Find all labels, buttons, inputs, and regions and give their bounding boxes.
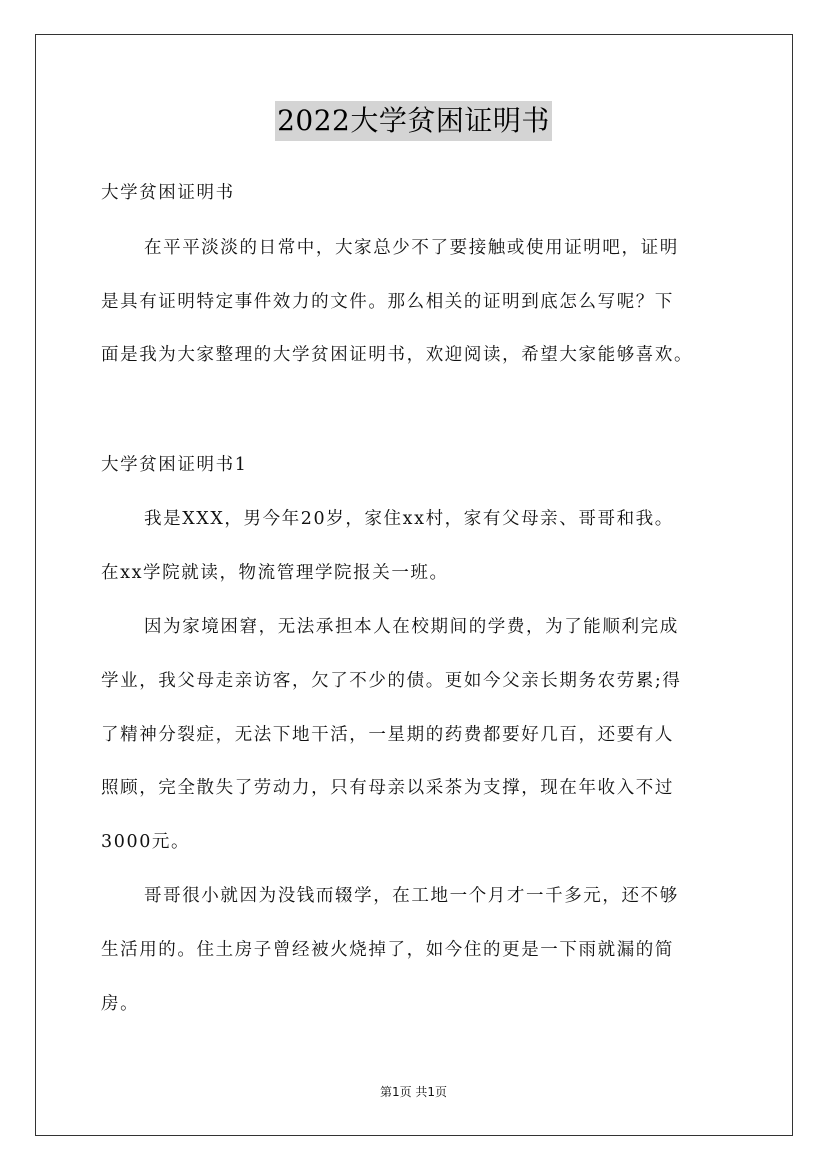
section-heading: 大学贫困证明书1 bbox=[101, 455, 248, 475]
paragraph-line: 学业，我父母走亲访客，欠了不少的债。更如今父亲长期务农劳累;得 bbox=[101, 671, 682, 691]
page-footer: 第1页 共1页 bbox=[379, 1085, 448, 1099]
paragraph-line: 在xx学院就读，物流管理学院报关一班。 bbox=[101, 563, 449, 583]
document-title: 2022大学贫困证明书 bbox=[275, 101, 552, 141]
paragraph-line: 在平平淡淡的日常中，大家总少不了要接触或使用证明吧，证明 bbox=[144, 238, 679, 258]
paragraph-line: 因为家境困窘，无法承担本人在校期间的学费，为了能顺利完成 bbox=[144, 617, 679, 637]
paragraph-line: 生活用的。住土房子曾经被火烧掉了，如今住的更是一下雨就漏的简 bbox=[101, 940, 674, 960]
title-wrap bbox=[0, 101, 827, 141]
paragraph-line: 是具有证明特定事件效力的文件。那么相关的证明到底怎么写呢？下 bbox=[101, 292, 674, 312]
paragraph-line: 房。 bbox=[101, 994, 140, 1014]
section-heading: 大学贫困证明书 bbox=[101, 183, 235, 203]
paragraph-line: 照顾，完全散失了劳动力，只有母亲以采茶为支撑，现在年收入不过 bbox=[101, 778, 674, 798]
paragraph-line: 3000元。 bbox=[101, 832, 191, 852]
paragraph-line: 哥哥很小就因为没钱而辍学，在工地一个月才一千多元，还不够 bbox=[144, 886, 679, 906]
paragraph-line: 面是我为大家整理的大学贫困证明书，欢迎阅读，希望大家能够喜欢。 bbox=[101, 345, 694, 365]
paragraph-line: 了精神分裂症，无法下地干活，一星期的药费都要好几百，还要有人 bbox=[101, 725, 674, 745]
paragraph-line: 我是XXX，男今年20岁，家住xx村，家有父母亲、哥哥和我。 bbox=[144, 509, 674, 529]
